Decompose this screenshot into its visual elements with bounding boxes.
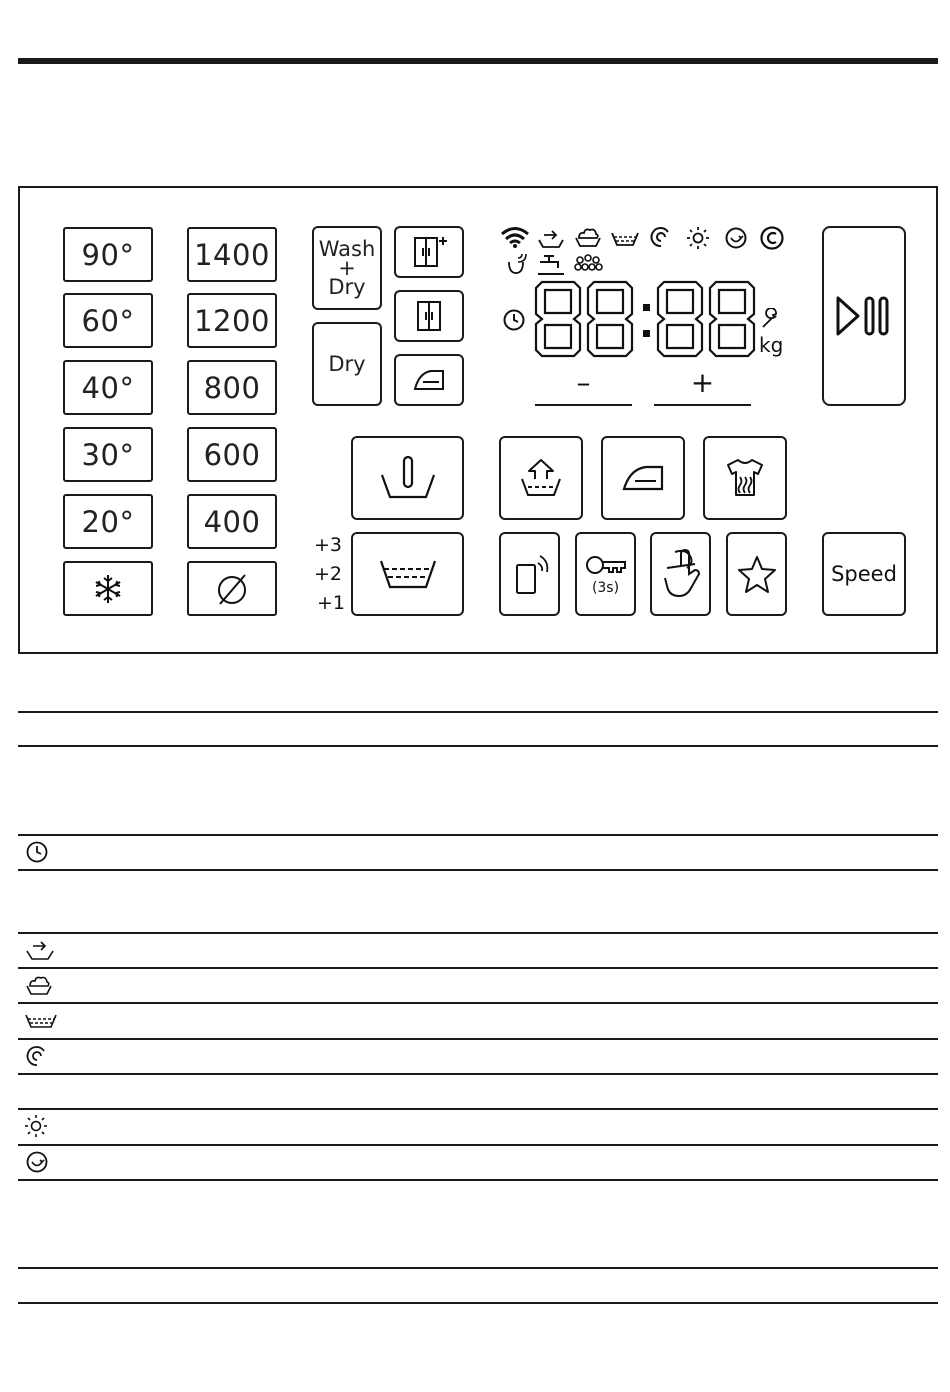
header-rule xyxy=(18,58,938,64)
key-icon xyxy=(584,552,628,578)
temp-60-button[interactable] xyxy=(63,293,153,348)
prewash-level: +1 xyxy=(317,592,346,614)
dry-button[interactable] xyxy=(312,322,382,406)
plus-underline xyxy=(654,404,751,406)
table-rule xyxy=(18,1073,938,1075)
spin-label: 800 xyxy=(203,370,261,405)
wifi-icon xyxy=(500,226,530,248)
dry-sun-icon xyxy=(24,1114,48,1138)
spin-1200-button[interactable] xyxy=(187,293,277,348)
snowflake-icon xyxy=(91,572,125,606)
soak-tub-icon xyxy=(519,457,563,499)
minus-label: – xyxy=(576,366,591,399)
dry-label: Dry xyxy=(328,351,366,376)
prewash-level: +2 xyxy=(314,563,343,585)
clock-icon xyxy=(502,308,526,332)
spin-none-button[interactable] xyxy=(187,561,277,616)
spin-label: 400 xyxy=(203,504,261,539)
extra-dry-button[interactable] xyxy=(394,226,464,278)
kg-unit: kg xyxy=(759,333,784,357)
drum-clean-icon xyxy=(759,225,785,251)
table-rule xyxy=(18,834,938,836)
prewash-level: +3 xyxy=(314,534,343,556)
prewash-icon xyxy=(24,972,54,996)
temp-30-button[interactable] xyxy=(63,427,153,482)
extra-rinse-button[interactable] xyxy=(351,532,464,616)
cupboard-dry-button[interactable] xyxy=(394,290,464,342)
table-rule xyxy=(18,1144,938,1146)
rinse-icon xyxy=(610,230,640,248)
minus-underline xyxy=(535,404,632,406)
table-rule xyxy=(18,1179,938,1181)
water-level-icon xyxy=(378,453,438,503)
water-plus-button[interactable] xyxy=(351,436,464,520)
table-rule xyxy=(18,1267,938,1269)
minus-button[interactable] xyxy=(535,366,632,406)
no-spin-icon xyxy=(212,569,252,609)
temp-label: 20° xyxy=(81,504,135,539)
star-icon xyxy=(737,554,777,594)
table-rule xyxy=(18,1108,938,1110)
plus-label: + xyxy=(690,366,715,399)
dry-sun-icon xyxy=(686,226,710,250)
spin-400-button[interactable] xyxy=(187,494,277,549)
speed-label: Speed xyxy=(831,562,897,586)
water-tap-icon xyxy=(536,252,566,276)
clock-icon xyxy=(25,840,49,864)
remote-control-button[interactable] xyxy=(499,532,560,616)
refresh-steam-button[interactable] xyxy=(703,436,787,520)
iron-icon xyxy=(409,365,449,395)
spin-1400-button[interactable] xyxy=(187,227,277,282)
table-rule xyxy=(18,967,938,969)
child-lock-button[interactable] xyxy=(575,532,636,616)
rinse-hold-icon xyxy=(536,227,566,249)
rinse-tub-icon xyxy=(378,557,438,591)
wash-dry-label: Wash + Dry xyxy=(318,236,376,299)
temp-cold-button[interactable] xyxy=(63,561,153,616)
soak-button[interactable] xyxy=(499,436,583,520)
shirt-steam-icon xyxy=(724,457,766,499)
table-rule xyxy=(18,1302,938,1304)
rinse-icon xyxy=(24,1012,58,1030)
spin-label: 1400 xyxy=(194,237,270,272)
iron-icon xyxy=(620,461,666,495)
temp-label: 60° xyxy=(81,303,135,338)
cupboard-icon xyxy=(411,298,447,334)
table-rule xyxy=(18,745,938,747)
play-pause-icon xyxy=(834,294,894,338)
temp-label: 90° xyxy=(81,237,135,272)
silent-button[interactable] xyxy=(650,532,711,616)
service-wrench-icon xyxy=(760,308,782,330)
table-rule xyxy=(18,932,938,934)
plus-button[interactable] xyxy=(654,366,751,406)
cupboard-plus-icon xyxy=(409,234,449,270)
spin-600-button[interactable] xyxy=(187,427,277,482)
temp-label: 30° xyxy=(81,437,135,472)
spin-label: 600 xyxy=(203,437,261,472)
control-panel xyxy=(18,186,938,654)
finish-icon xyxy=(25,1150,49,1174)
phone-signal-icon xyxy=(510,551,550,597)
temp-20-button[interactable] xyxy=(63,494,153,549)
key-hold-label: (3s) xyxy=(591,580,620,596)
table-rule xyxy=(18,1002,938,1004)
spin-800-button[interactable] xyxy=(187,360,277,415)
spin-icon xyxy=(650,226,672,248)
temp-90-button[interactable] xyxy=(63,227,153,282)
favourite-button[interactable] xyxy=(726,532,787,616)
silent-finger-icon xyxy=(659,548,703,600)
table-rule xyxy=(18,1038,938,1040)
wash-dry-button[interactable] xyxy=(312,226,382,310)
spin-label: 1200 xyxy=(194,303,270,338)
table-rule xyxy=(18,711,938,713)
table-rule xyxy=(18,869,938,871)
remote-start-icon xyxy=(505,252,529,276)
rinse-hold-icon xyxy=(24,938,56,962)
start-pause-button[interactable] xyxy=(822,226,906,406)
spin-icon xyxy=(26,1045,48,1067)
speed-button[interactable] xyxy=(822,532,906,616)
time-display xyxy=(534,280,758,358)
prewash-icon xyxy=(573,224,603,248)
easy-iron-button[interactable] xyxy=(601,436,685,520)
finish-icon xyxy=(724,226,748,250)
temp-label: 40° xyxy=(81,370,135,405)
iron-dry-button[interactable] xyxy=(394,354,464,406)
detergent-icon xyxy=(572,252,604,276)
temp-40-button[interactable] xyxy=(63,360,153,415)
